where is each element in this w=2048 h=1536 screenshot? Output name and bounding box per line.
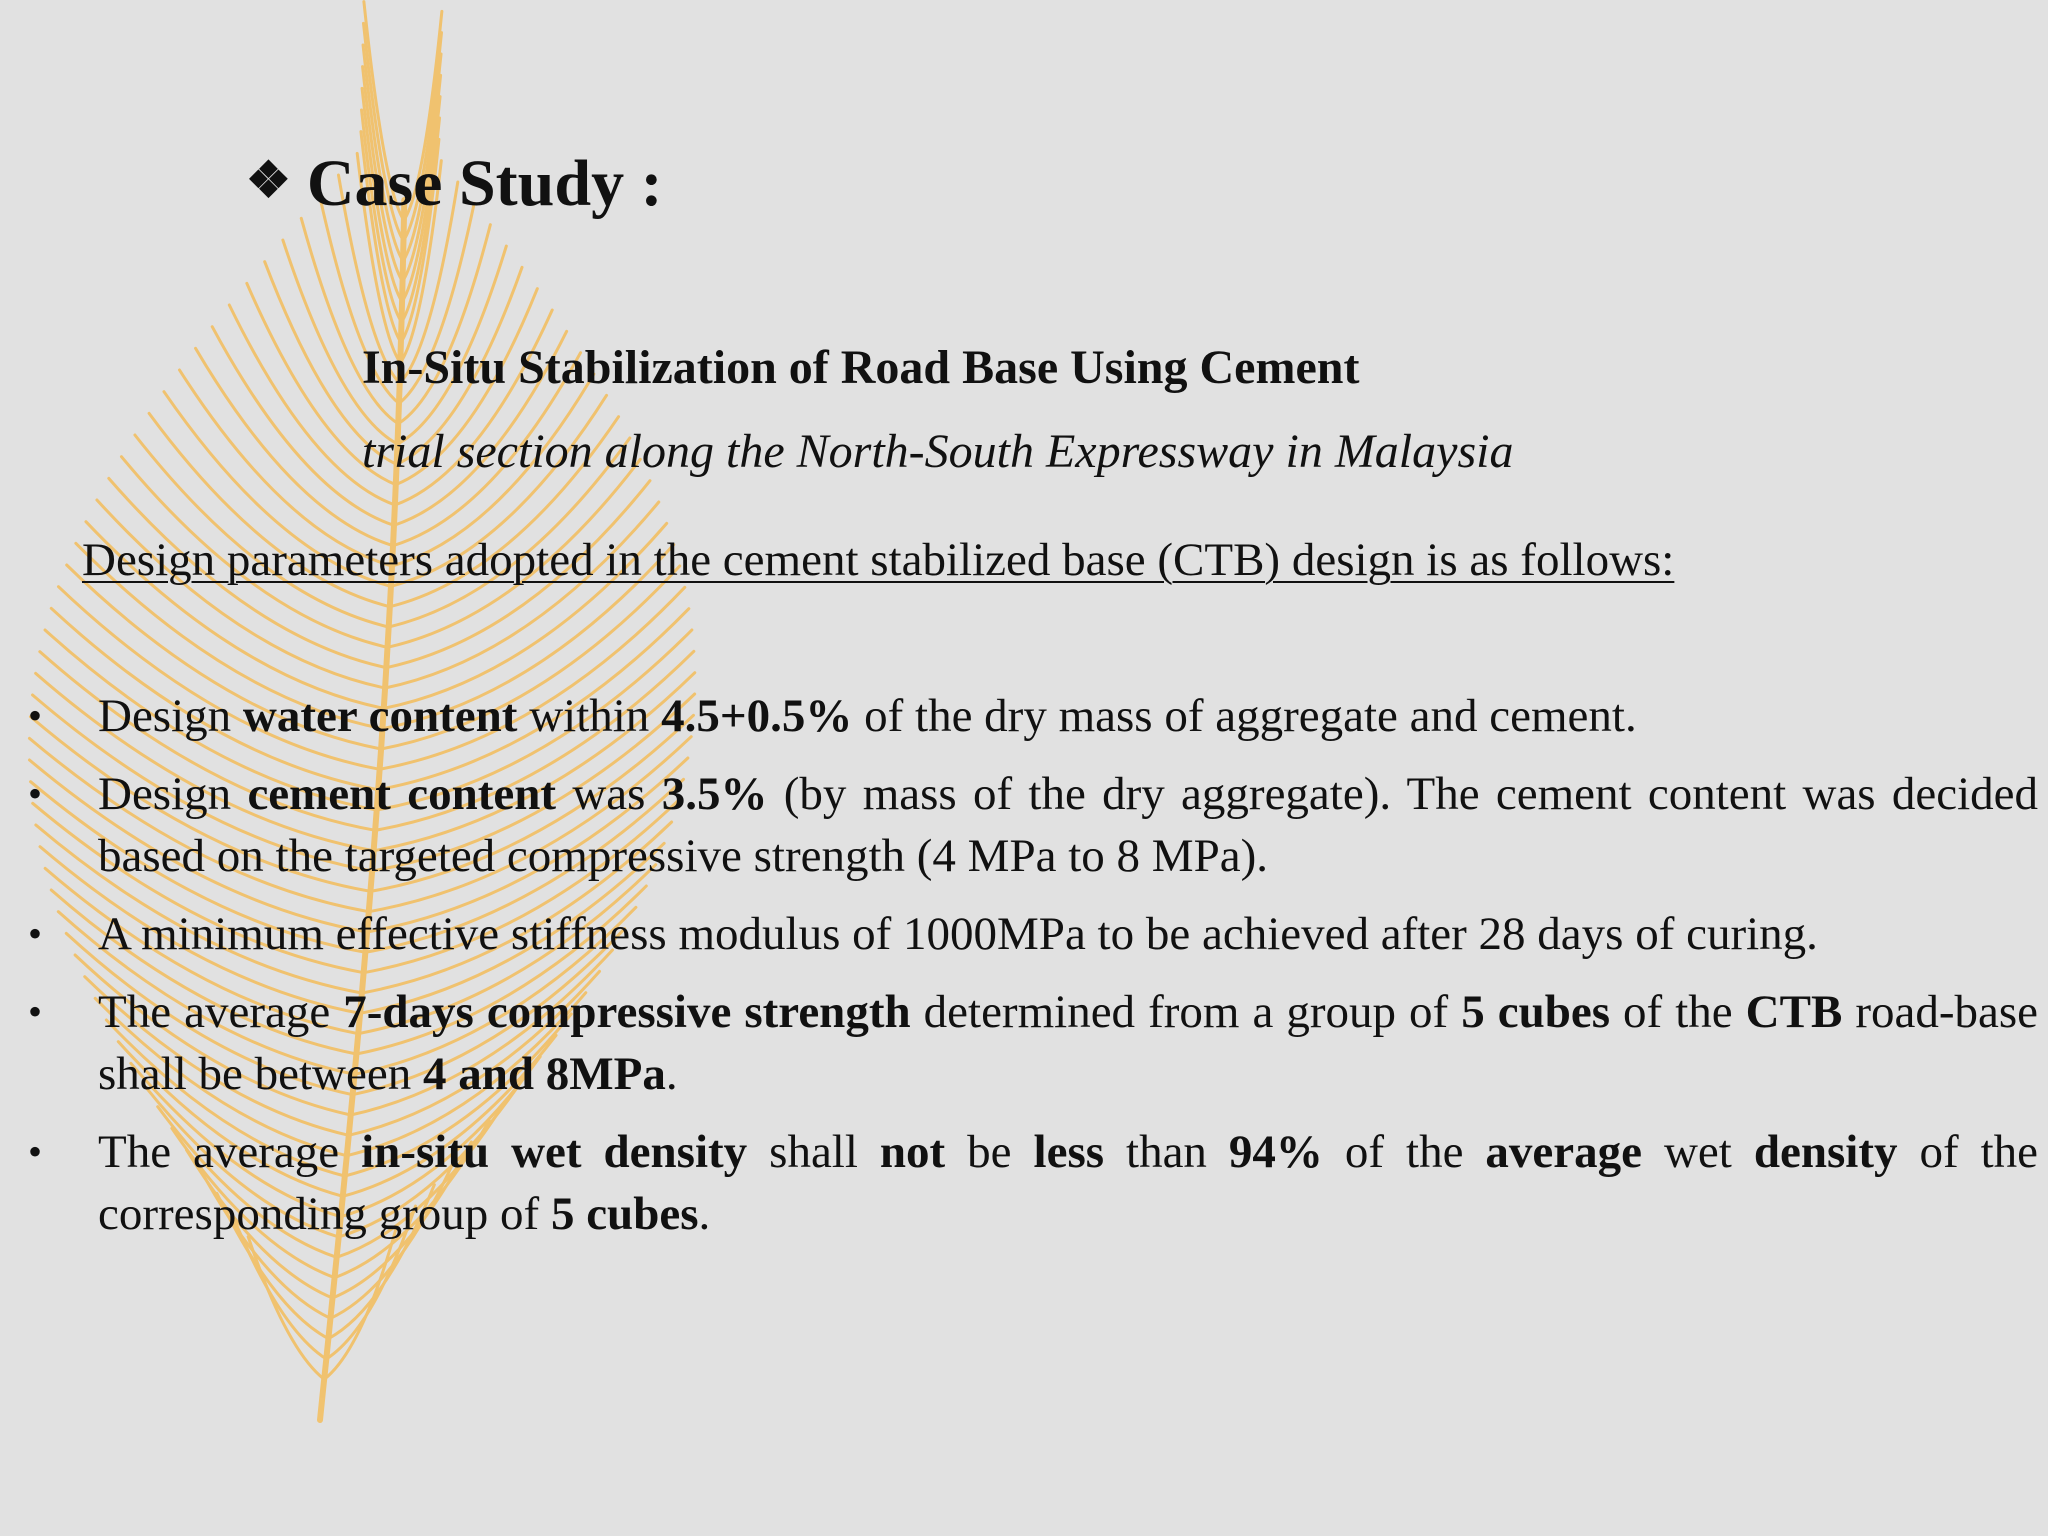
bold-text: 5 cubes	[1461, 986, 1611, 1038]
bold-text: 4.5+0.5%	[661, 690, 853, 742]
design-parameters-intro: Design parameters adopted in the cement stabilized base (CTB) design is as follows:	[82, 534, 1675, 586]
slide-title-text: Case Study :	[306, 147, 663, 220]
bullet-icon: •	[27, 911, 42, 956]
bold-text: 7-days compressive strength	[343, 986, 911, 1038]
list-item	[20, 1121, 2038, 1245]
text: .	[665, 1048, 678, 1100]
list-item	[20, 981, 2038, 1105]
text: be	[945, 1126, 1034, 1178]
bold-text: average	[1485, 1126, 1642, 1178]
text: shall	[747, 1126, 880, 1178]
list-item	[20, 685, 2038, 747]
text: than	[1104, 1126, 1229, 1178]
bold-text: 94%	[1228, 1126, 1323, 1178]
bold-text: not	[879, 1126, 946, 1178]
design-parameters-list	[20, 685, 2038, 1261]
text: wet	[1642, 1126, 1754, 1178]
list-item	[20, 763, 2038, 887]
text: Design	[98, 690, 243, 742]
case-study-location: trial section along the North-South Expressway in Malaysia	[362, 425, 1514, 478]
bold-text: 5 cubes	[550, 1188, 699, 1240]
bold-text: 4 and 8MPa	[422, 1048, 666, 1100]
text: of the	[1610, 986, 1746, 1038]
text: road-base shall be between	[98, 986, 2038, 1100]
text: Design	[98, 768, 248, 820]
text: The average	[98, 986, 344, 1038]
bold-text: water content	[242, 690, 518, 742]
text: of the dry mass of aggregate and cement.	[852, 690, 1637, 742]
bullet-icon: •	[27, 693, 42, 738]
bullet-icon: •	[27, 1129, 42, 1174]
list-item	[20, 903, 2038, 965]
slide-title	[246, 148, 663, 221]
diamond-bullet-icon: ❖	[246, 152, 291, 208]
text: (by mass of the dry aggregate). The cement content was decided based on the targeted compressive strength (4 MPa to 8 MPa).	[98, 768, 2039, 882]
bullet-icon: •	[27, 771, 42, 816]
bold-text: 3.5%	[661, 768, 768, 820]
text: determined from a group of	[910, 986, 1462, 1038]
case-study-subtitle: In-Situ Stabilization of Road Base Using Cement	[362, 341, 1360, 394]
text: of the	[1322, 1126, 1486, 1178]
bold-text: less	[1033, 1126, 1105, 1178]
text: within	[517, 690, 662, 742]
text: was	[556, 768, 662, 820]
text: The average	[98, 1126, 362, 1178]
bold-text: in-situ wet density	[361, 1126, 748, 1178]
text: of the corresponding group of	[98, 1126, 2038, 1240]
bold-text: cement content	[247, 768, 557, 820]
text: A minimum effective stiffness modulus of 1000MPa to be achieved after 28 days of curing.	[98, 908, 1818, 960]
bold-text: density	[1753, 1126, 1898, 1178]
text: .	[698, 1188, 711, 1240]
bullet-icon: •	[27, 989, 42, 1034]
bold-text: CTB	[1745, 986, 1843, 1038]
